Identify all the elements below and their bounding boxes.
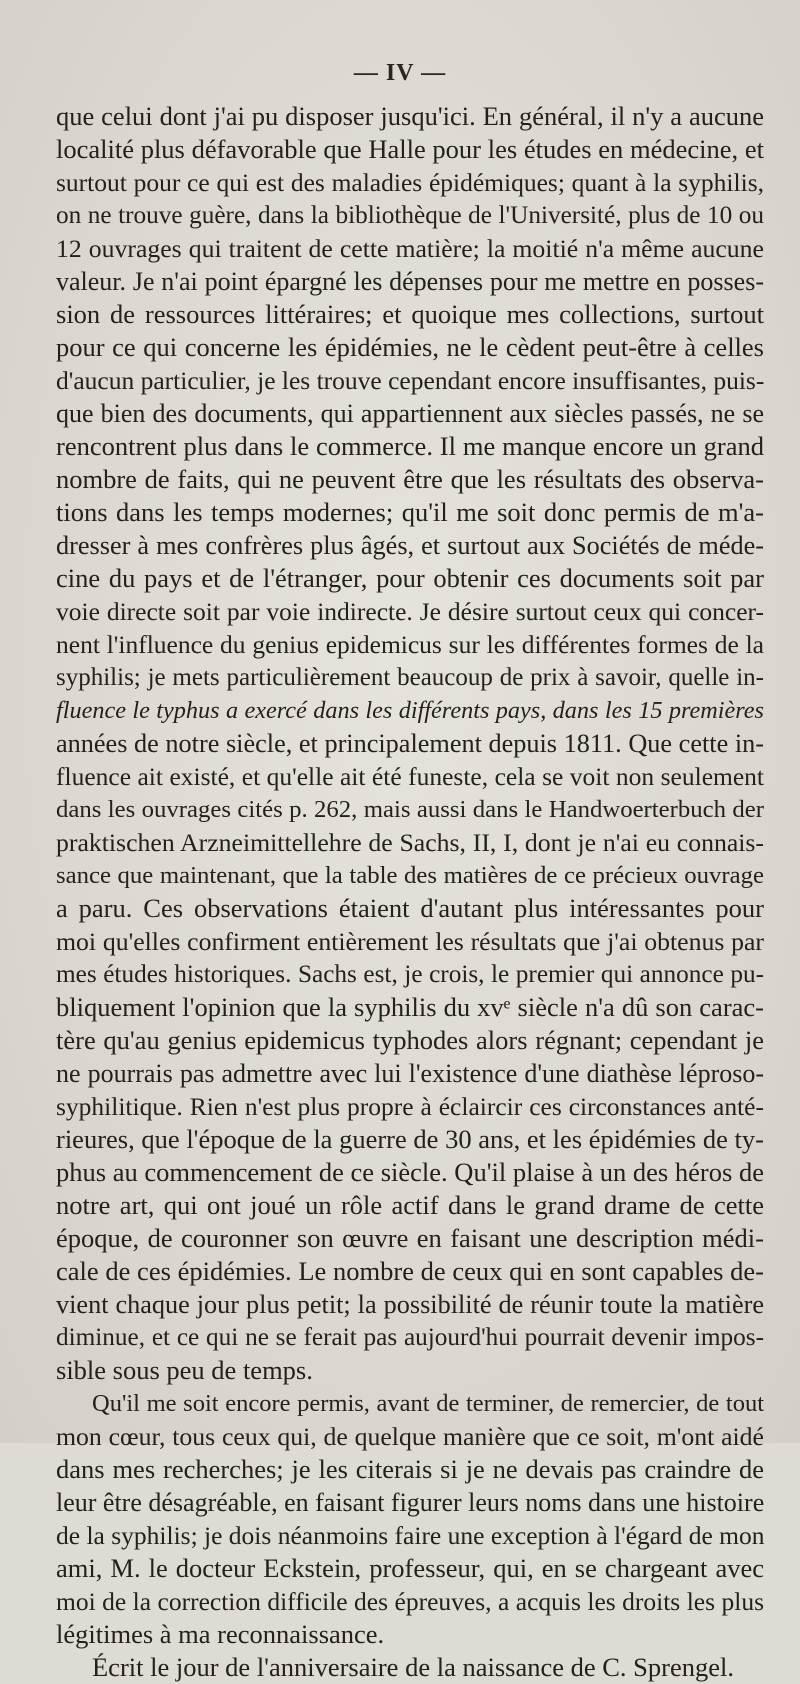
text-line: cale de ces épidémies. Le nombre de ceux qui en sont capables de- (56, 1256, 764, 1286)
text-line: de la syphilis; je dois néanmoins faire une exception à l'égard de mon (56, 1521, 765, 1550)
text-line: pour ce qui concerne les épidémies, ne le cèdent peut-être à celles (56, 332, 764, 362)
text-line: dans les ouvrages cités p. 262, mais aussi dans le Handwoerterbuch der (56, 796, 764, 823)
text-line: fluence ait existé, et qu'elle ait été funeste, cela se voit non seulement (56, 762, 764, 791)
text-line: nent l'influence du genius epidemicus sur les différentes formes de la (56, 630, 764, 659)
text-line: fluence le typhus a exercé dans les différents pays, dans les 15 premières (56, 697, 764, 724)
text-line: ne pourrais pas admettre avec lui l'existence d'une diathèse léproso- (56, 1059, 764, 1088)
text-line: tère qu'au genius epidemicus typhodes alors régnant; cependant je (56, 1025, 764, 1055)
body-text (56, 100, 764, 1684)
text-line: valeur. Je n'ai point épargné les dépenses pour me mettre en posses- (56, 267, 764, 296)
text-line: nombre de faits, qui ne peuvent être que les résultats des observa- (56, 464, 764, 494)
text-line: ami, M. le docteur Eckstein, professeur, qui, en se chargeant avec (56, 1553, 764, 1583)
text-line: bliquement l'opinion que la syphilis du xvᵉ siècle n'a dû son carac- (56, 992, 764, 1022)
page-number: — IV — (353, 60, 447, 86)
text-line: rencontrent plus dans le commerce. Il me manque encore un grand (56, 431, 764, 461)
text-line: années de notre siècle, et principalement depuis 1811. Que cette in- (56, 729, 764, 758)
text-line: Qu'il me soit encore permis, avant de terminer, de remercier, de tout (92, 1390, 764, 1417)
text-line: vient chaque jour plus petit; la possibilité de réunir toute la matière (56, 1290, 764, 1319)
signature-line: Écrit le jour de l'anniversaire de la naissance de C. Sprengel. (92, 1652, 735, 1682)
text-line: dans mes recherches; je les citerais si je ne devais pas craindre de (56, 1454, 764, 1484)
text-line: syphilis; je mets particulièrement beaucoup de prix à savoir, quelle in- (56, 664, 764, 691)
text-line: surtout pour ce qui est des maladies épidémiques; quant à la syphilis, (56, 168, 764, 197)
text-line: que celui dont j'ai pu disposer jusqu'ici. En général, il n'y a aucune (56, 101, 764, 131)
text-line: a paru. Ces observations étaient d'autant plus intéressantes pour (56, 893, 764, 923)
text-line: 12 ouvrages qui traitent de cette matière; la moitié n'a même aucune (56, 234, 764, 263)
text-line: sance que maintenant, que la table des matières de ce précieux ouvrage (56, 862, 764, 889)
text-line: voie directe soit par voie indirecte. Je désire surtout ceux qui concer- (56, 597, 764, 626)
text-line: dresser à mes confrères plus âgés, et surtout aux Sociétés de méde- (56, 531, 764, 560)
text-line: que bien des documents, qui appartiennent aux siècles passés, ne se (56, 399, 764, 428)
text-line: légitimes à ma reconnaissance. (56, 1619, 385, 1649)
text-line: syphilitique. Rien n'est plus propre à éclaircir ces circonstances anté- (56, 1092, 764, 1121)
text-line: localité plus défavorable que Halle pour les études en médecine, et (56, 134, 764, 164)
text-line: on ne trouve guère, dans la bibliothèque de l'Université, plus de 10 ou (56, 201, 764, 229)
text-line: praktischen Arzneimittellehre de Sachs, II, I, dont je n'ai eu connais- (56, 828, 764, 857)
text-line: mon cœur, tous ceux qui, de quelque manière que ce soit, m'ont aidé (56, 1422, 764, 1451)
text-line: sion de ressources littéraires; et quoique mes collections, surtout (56, 299, 764, 329)
text-line: époque, de couronner son œuvre en faisant une description médi- (56, 1223, 764, 1253)
text-line: diminue, et ce qui ne se ferait pas aujourd'hui pourrait devenir impos- (56, 1323, 764, 1351)
text-line: sible sous peu de temps. (56, 1355, 313, 1385)
text-line: leur être désagréable, en faisant figurer leurs noms dans une histoire (56, 1488, 765, 1517)
text-line: phus au commencement de ce siècle. Qu'il plaise à un des héros de (56, 1157, 764, 1187)
text-line: cine du pays et de l'étranger, pour obtenir ces documents soit par (56, 563, 764, 593)
text-line: tions dans les temps modernes; qu'il me soit donc permis de m'a- (56, 497, 764, 527)
text-line: notre art, qui ont joué un rôle actif dans le grand drame de cette (56, 1190, 764, 1220)
text-line: moi qu'elles confirment entièrement les résultats que j'ai obtenus par (56, 927, 764, 956)
text-line: moi de la correction difficile des épreuves, a acquis les droits les plus (56, 1587, 764, 1616)
text-line: d'aucun particulier, je les trouve cependant encore insuffisantes, puis- (56, 366, 765, 395)
text-line: mes études historiques. Sachs est, je crois, le premier qui annonce pu- (56, 960, 764, 988)
text-line: rieures, que l'époque de la guerre de 30 ans, et les épidémies de ty- (56, 1124, 764, 1154)
